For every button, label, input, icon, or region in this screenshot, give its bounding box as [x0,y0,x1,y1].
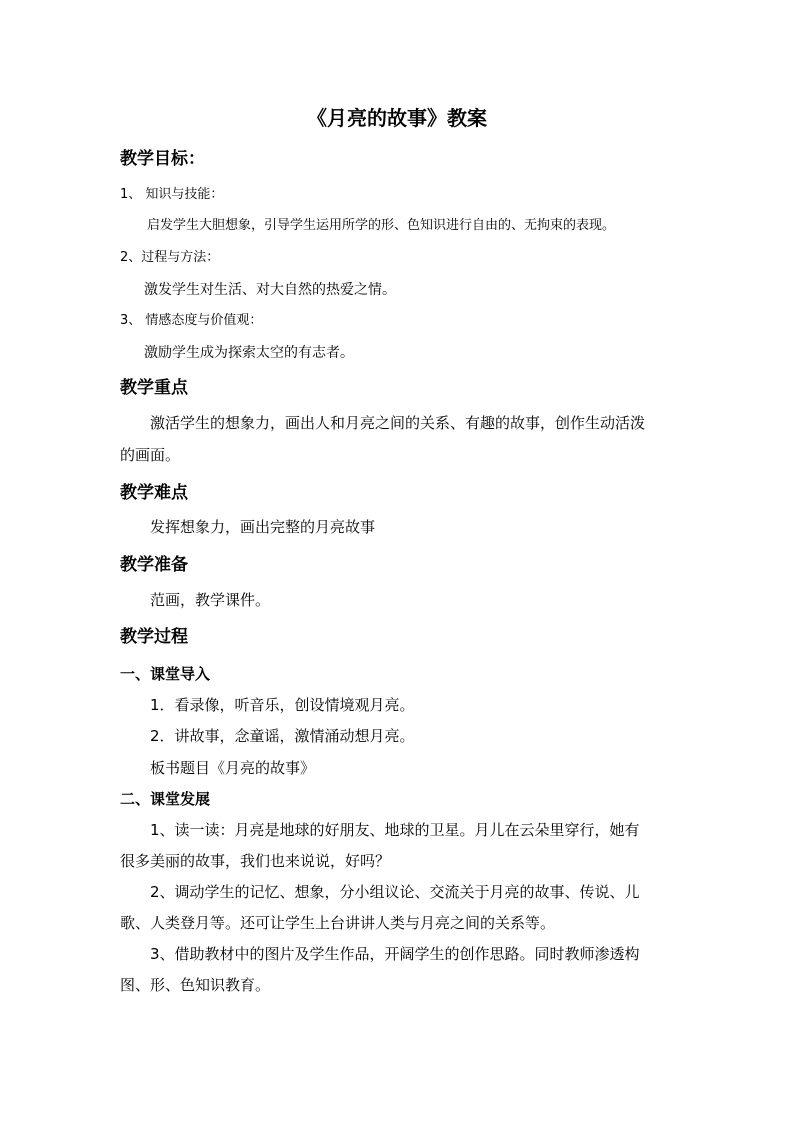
document-title: 《月亮的故事》教案 [307,106,487,130]
section-1-item-2: 2．讲故事，念童谣，激情涌动想月亮。 [150,727,415,745]
difficulties-text: 发挥想象力，画出完整的月亮故事 [150,518,376,536]
objectives-heading: 教学目标： [120,149,205,169]
section-2-item-3-line-1: 3、借助教材中的图片及学生作品，开阔学生的创作思路。同时教师渗透构 [150,945,640,963]
section-1-item-3: 板书题目《月亮的故事》 [150,759,316,777]
objective-3-label: 3、 情感态度与价值观： [120,313,263,328]
section-2-item-1-line-1: 1、读一读：月亮是地球的好朋友、地球的卫星。月儿在云朵里穿行，她有 [150,821,640,839]
objective-3-text: 激励学生成为探索太空的有志者。 [144,345,354,361]
objective-1-text: 启发学生大胆想象，引导学生运用所学的形、色知识进行自由的、无拘束的表现。 [147,218,616,233]
section-1-item-1: 1．看录像，听音乐，创设情境观月亮。 [150,696,415,714]
key-points-text-line-2: 的画面。 [120,446,181,464]
difficulties-heading: 教学难点 [120,483,188,503]
section-2-item-2-line-1: 2、调动学生的记忆、想象，分小组议论、交流关于月亮的故事、传说、儿 [150,883,640,901]
section-2-heading: 二、课堂发展 [120,790,211,808]
preparation-text: 范画，教学课件。 [150,591,271,609]
key-points-heading: 教学重点 [120,378,188,398]
section-2-item-1-line-2: 很多美丽的故事，我们也来说说，好吗？ [120,852,391,870]
process-heading: 教学过程 [120,627,188,647]
section-2-item-2-line-2: 歌、人类登月等。还可让学生上台讲讲人类与月亮之间的关系等。 [120,914,556,932]
preparation-heading: 教学准备 [120,555,188,575]
objective-2-text: 激发学生对生活、对大自然的热爱之情。 [144,282,396,298]
section-2-item-3-line-2: 图、形、色知识教育。 [120,976,271,994]
key-points-text-line-1: 激活学生的想象力，画出人和月亮之间的关系、有趣的故事，创作生动活泼 [150,414,646,432]
objective-2-label: 2、过程与方法： [120,250,220,265]
section-1-heading: 一、课堂导入 [120,665,211,683]
objective-1-label: 1、 知识与技能： [120,187,224,202]
